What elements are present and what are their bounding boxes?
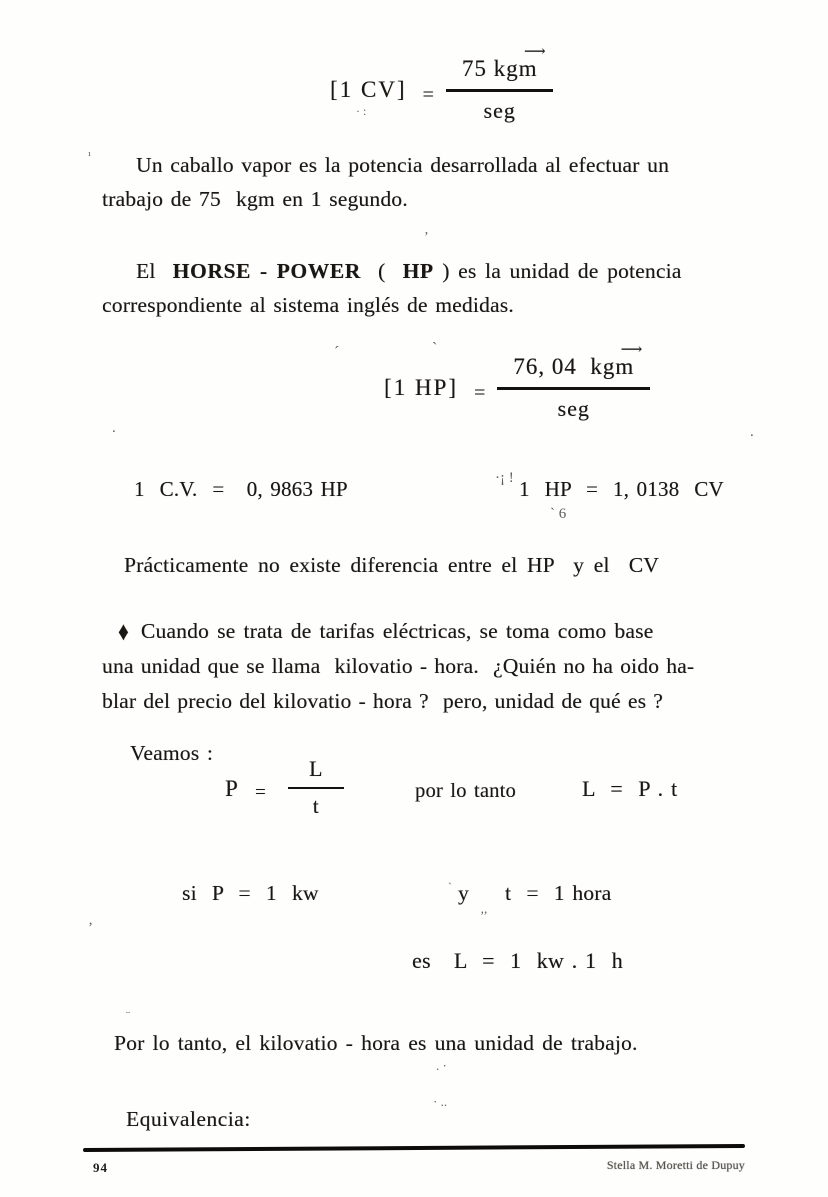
author-credit: Stella M. Moretti de Dupuy [606, 1158, 745, 1172]
paragraph-tarifas-line3: blar del precio del kilovatio - hora ? pero, unidad de qué es ? [102, 689, 663, 713]
formula-hp-lhs: [1 HP] [384, 375, 458, 400]
scan-artifact: ¨ [126, 1008, 130, 1022]
label-veamos: Veamos : [130, 741, 214, 765]
power-fraction-numerator: L [288, 756, 344, 789]
paragraph-horse-line2: correspondiente al sistema inglés de medidas. [102, 293, 514, 317]
page-number: 94 [93, 1160, 108, 1175]
scan-artifact: ’’ [480, 908, 488, 923]
vector-arrow-icon: ⟶ [620, 342, 643, 358]
label-equivalencia: Equivalencia: [126, 1107, 251, 1131]
scan-artifact: ·¡ ! [495, 470, 514, 486]
horse-text-pre: El [136, 259, 173, 283]
horse-text-mid: ( [360, 259, 403, 283]
power-fraction [288, 756, 344, 819]
scan-artifact: . [112, 420, 116, 436]
footer-rule [83, 1144, 745, 1152]
tarifas-line1-text: Cuando se trata de tarifas eléctricas, se toma como base [140, 619, 654, 643]
formula-hp-numerator [497, 342, 650, 390]
scan-artifact: ¹ [88, 150, 92, 162]
formula-power-equals: = [255, 782, 266, 803]
paragraph-tarifas-line2: una unidad que se llama kilovatio - hora. ¿Quién no ha oido ha- [102, 654, 695, 678]
scan-artifact: . · [436, 1058, 447, 1073]
formula-cv-fraction [446, 44, 554, 124]
scan-artifact: · .. [433, 1094, 448, 1109]
scan-artifact: ˊ [334, 344, 340, 361]
hp-term: HP [402, 259, 434, 283]
power-fraction-denominator: t [312, 794, 320, 818]
paragraph-caballo-line1: Un caballo vapor es la potencia desarrollada al efectuar un [136, 153, 670, 177]
scan-artifact: ’ [88, 920, 93, 936]
paragraph-horse-line1 [102, 254, 682, 288]
horse-text-post: ) es la unidad de potencia [433, 259, 682, 283]
scan-artifact: . [750, 424, 754, 440]
vector-arrow-icon: ⟶ [523, 44, 546, 60]
formula-cv-denominator: seg [483, 98, 516, 123]
diamond-bullet-icon: ♦ [118, 616, 129, 646]
paragraph-tarifas-line1 [102, 614, 653, 648]
formula-hp [384, 342, 650, 422]
label-por-lo-tanto: por lo tanto [415, 780, 516, 802]
equation-t-hora: t = 1 hora [505, 881, 612, 905]
scan-artifact: ` 6 [550, 506, 567, 522]
formula-hp-equals: = [473, 381, 486, 404]
equation-hp-to-cv: 1 HP = 1, 0138 CV [519, 477, 724, 501]
formula-cv-numerator-text: 75 kgm [461, 56, 538, 81]
scan-artifact: ’ [424, 230, 429, 245]
paragraph-practicamente: Prácticamente no existe diferencia entre el HP y el CV [124, 553, 659, 577]
label-y: y [458, 881, 469, 905]
scan-artifact: · : [356, 104, 367, 118]
equation-es-l: es L = 1 kw . 1 h [412, 948, 623, 973]
equation-si-p: si P = 1 kw [182, 881, 319, 905]
equation-cv-to-hp: 1 C.V. = 0, 9863 HP [134, 477, 348, 501]
scan-artifact: ` [448, 880, 452, 894]
formula-cv-numerator [446, 44, 554, 92]
formula-hp-numerator-text: 76, 04 kgm [513, 354, 635, 379]
paragraph-kilovatio: Por lo tanto, el kilovatio - hora es una unidad de trabajo. [114, 1031, 638, 1055]
formula-cv-equals: = [422, 83, 434, 106]
formula-hp-fraction [497, 342, 650, 422]
horse-power-term: HORSE - POWER [172, 259, 361, 283]
formula-power-fraction [288, 756, 344, 819]
formula-power-lhs: P [225, 776, 238, 801]
paragraph-caballo-line2: trabajo de 75 kgm en 1 segundo. [102, 187, 408, 211]
formula-hp-denominator: seg [557, 396, 590, 421]
formula-cv-lhs: [1 CV] [330, 77, 407, 102]
scan-artifact: ˋ [432, 340, 438, 357]
equation-l-result: L = P . t [582, 776, 678, 801]
